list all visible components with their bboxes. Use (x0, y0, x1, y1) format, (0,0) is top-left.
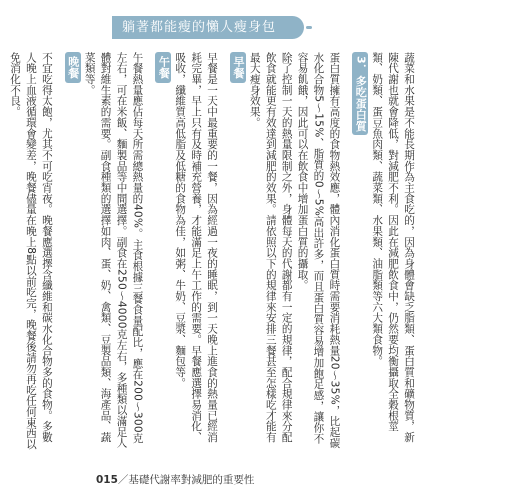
heading-badge: 早餐 (230, 52, 246, 83)
footer-separator: ／ (117, 474, 129, 486)
section-heading-dinner (64, 52, 81, 452)
article-body (9, 52, 416, 452)
page-header (0, 16, 520, 44)
book-title: 躺著都能瘦的懶人瘦身包 (122, 20, 277, 35)
heading-badge: 午餐 (155, 52, 171, 83)
section-heading-breakfast (229, 52, 246, 452)
heading-badge: 晚餐 (65, 52, 81, 83)
paragraph-vegetables: 蔬菜和水果是不能長期作為主食吃的，因為身體會缺乏脂類、蛋白質和礦物質，新陳代謝也就會降低，對減肥不利。因此在減肥飲食中，仍然要均衡攝取全穀根莖類、奶類、蛋豆魚肉類、蔬菜類、水果類、油脂類等六大類食物。 (371, 52, 415, 443)
paragraph-dinner: 不宜吃得太飽，尤其不可吃宵夜。晚餐應選擇含纖維和碳水化合物多的食物。多數人晚上血液循環會變差，晚餐儘量在晚上8點以前吃完，晚餐後請勿再吃任何東西以免消化不良。 (9, 52, 53, 450)
heading-badge: 3．多吃蛋白質 (352, 52, 368, 135)
heading-text: 多吃蛋白質 (354, 75, 368, 132)
paragraph-lunch: 午餐熱量應佔每天所需總熱量的40%。主食根據三餐食量配比，應在200～300克左右，可在米飯、麵製品等中間選擇。副食在250～4000克左右，多種類以滿足人體對維生素的需要。副食種類的選擇如肉、蛋、奶、禽類、豆製品類、海產品、蔬菜類等。 (83, 52, 144, 449)
paragraph-protein: 蛋白質擁有高度的食物熱效應，體內消化蛋白質時需要消耗熱量20～35%，比起碳水化合物5～15%、脂質的0～5%高出許多，而且蛋白質容易增加飽足感，讓你不容易飢餓，因此可以在飲食中增加蛋白質的攝取。 (296, 52, 341, 449)
section-heading-lunch (154, 52, 171, 452)
page-footer (96, 472, 254, 487)
section-heading-protein (351, 52, 368, 452)
paragraph-meal-rhythm: 除了控制一天的熱量限制之外，身體每天的代謝都有一定的規律，配合規律來分配飲食就能更有效達到減肥的效果。請依照以下的規律來安排三餐甚至怎樣吃才能有最大瘦身效果。 (248, 52, 293, 443)
paragraph-breakfast: 早餐是一天中最重要的一餐，因為經過一夜的睡眠，到一天晚上進食的熱量已經消耗完畢，早上只有及時補充營養，才能滿足上午工作的需要。早餐應選擇易消化、吸收，纖維質高低脂及低糖的食物為佳，如粥、牛奶、豆漿、麵包等。 (174, 52, 219, 443)
footer-section-title: 基礎代謝率對減肥的重要性 (128, 474, 255, 486)
header-ornament (306, 26, 312, 29)
page-number: 015 (96, 474, 118, 486)
heading-number: 3 (354, 56, 368, 64)
